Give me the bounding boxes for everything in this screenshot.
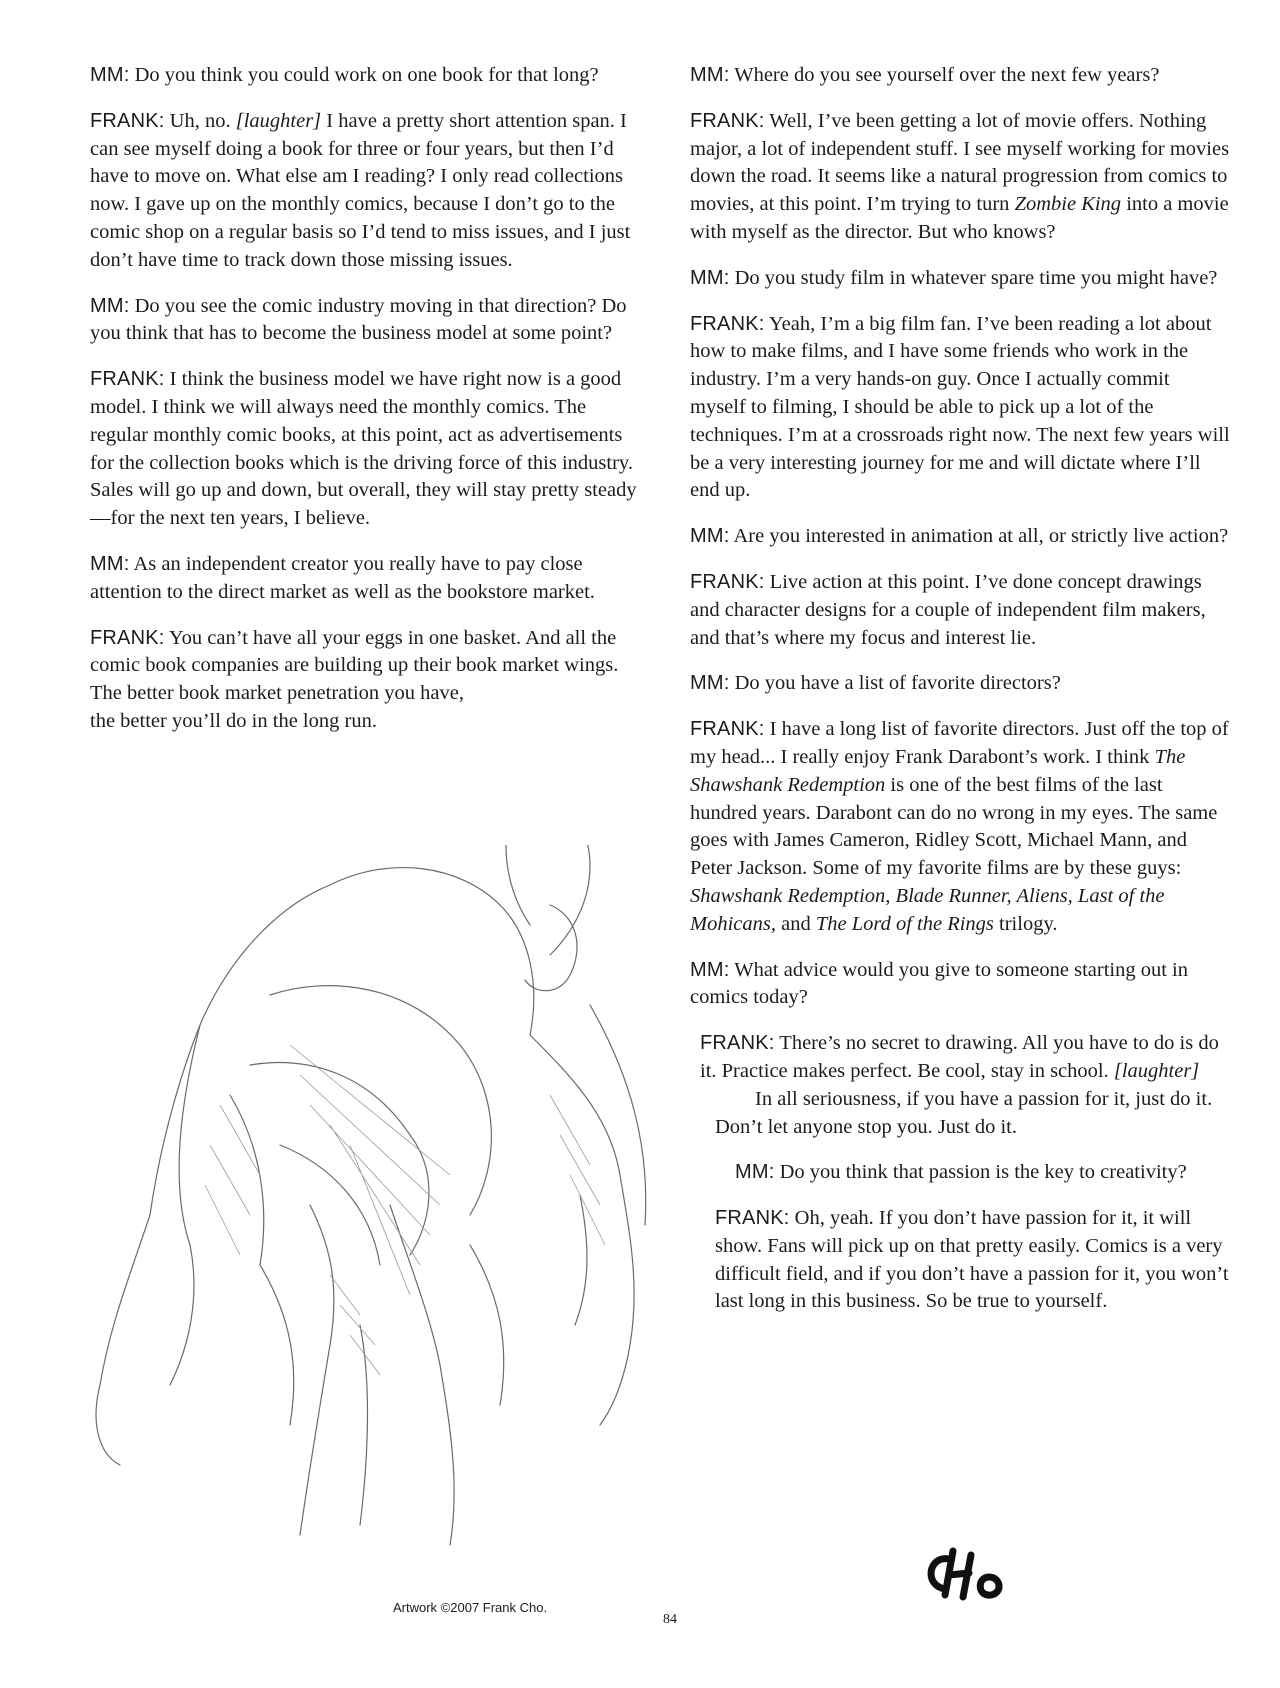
qa-paragraph-continued	[715, 1086, 1230, 1142]
qa-paragraph	[690, 957, 1230, 1013]
qa-paragraph	[90, 366, 645, 533]
paragraph-text: Live action at this point. I’ve done concept drawings and character designs for a couple of independent film makers, and that’s where my focus and interest lie.	[690, 570, 1206, 649]
paragraph-text: trilogy.	[993, 912, 1058, 935]
qa-paragraph	[90, 62, 645, 90]
speaker-label: MM:	[690, 266, 730, 289]
qa-paragraph	[690, 265, 1230, 293]
paragraph-text: Yeah, I’m a big film fan. I’ve been reading a lot about how to make films, and I have some friends who work in the industry. I’m a very hands-on guy. Once I actually commit myself to filming, I should be able to pick up a lot of the techniques. I’m at a crossroads right now. The next few years will be a very interesting journey for me and will dictate where I’ll end up.	[690, 312, 1230, 502]
paragraph-text: The better book market penetration you have, the better you’ll do in the long run.	[90, 682, 464, 732]
speaker-label: MM:	[690, 525, 730, 548]
speaker-label: MM:	[90, 294, 130, 317]
speaker-label: MM:	[690, 958, 730, 981]
paragraph-text: There’s no secret to drawing. All you have to do is do it. Practice makes perfect. Be cool, stay in school.	[700, 1032, 1219, 1082]
speaker-label: MM:	[690, 64, 730, 86]
speaker-label: MM:	[690, 672, 730, 695]
qa-paragraph	[690, 569, 1230, 652]
paragraph-text: As an independent creator you really have to pay close attention to the direct market as well as the bookstore market.	[90, 552, 595, 603]
italic-text: The Lord of the Rings	[815, 912, 994, 935]
speaker-label: FRANK:	[700, 1032, 775, 1055]
qa-paragraph	[735, 1159, 1230, 1187]
qa-paragraph	[90, 551, 645, 607]
paragraph-text: Do you study film in whatever spare time you might have?	[729, 266, 1218, 289]
qa-paragraph	[715, 1205, 1230, 1316]
left-column	[90, 62, 645, 754]
speaker-label: FRANK:	[90, 368, 165, 391]
paragraph-text: and	[775, 912, 816, 935]
qa-paragraph	[690, 670, 1230, 698]
qa-paragraph-tail	[90, 680, 470, 736]
speaker-label: FRANK:	[715, 1207, 790, 1230]
paragraph-text: In all seriousness, if you have a passion for it, just do it. Don’t let anyone stop you. Just do it.	[715, 1087, 1213, 1138]
paragraph-text: I have a pretty short attention span. I can see myself doing a book for three or four years, but then I’d have to move on. What else am I reading? I only read collections now. I gave up on the monthly comics, because I don’t go to the comic shop on a regular basis so I’d tend to miss issues, and I just don’t have time to track down those missing issues.	[90, 109, 631, 271]
italic-text: The Shawshank Redemption	[690, 745, 1186, 796]
speaker-label: MM:	[735, 1161, 775, 1184]
paragraph-text: I have a long list of favorite directors. Just off the top of my head... I really enjoy Frank Darabont’s work. I think	[690, 718, 1229, 768]
artwork-caption: Artwork ©2007 Frank Cho.	[393, 1600, 548, 1615]
cho-signature	[915, 1545, 1015, 1605]
paragraph-text: I think the business model we have right now is a good model. I think we will always need the monthly comics. The regular monthly comic books, at this point, act as advertisements for the collection books which is the driving force of this industry. Sales will go up and down, but overall, they will stay pretty steady—for the next ten years, I believe.	[90, 368, 637, 530]
qa-paragraph	[690, 311, 1230, 506]
paragraph-text: Do you think that passion is the key to creativity?	[774, 1161, 1187, 1184]
italic-text: Shawshank Redemption, Blade Runner, Aliens, Last of the Mohicans,	[690, 884, 1165, 935]
qa-paragraph	[690, 108, 1230, 247]
italic-text: [laughter]	[1113, 1059, 1200, 1082]
paragraph-text: Where do you see yourself over the next few years?	[729, 64, 1160, 86]
speaker-label: MM:	[90, 64, 130, 86]
speaker-label: FRANK:	[690, 570, 765, 593]
page-number: 84	[663, 1612, 677, 1627]
paragraph-text: Do you have a list of favorite directors?	[729, 672, 1061, 695]
speaker-label: MM:	[90, 552, 130, 575]
qa-paragraph	[690, 62, 1230, 90]
paragraph-text: You can’t have all your eggs in one basket. And all the comic book companies are building up their book market wings.	[90, 626, 619, 677]
qa-paragraph	[690, 523, 1230, 551]
qa-paragraph	[90, 108, 645, 275]
qa-paragraph	[90, 625, 645, 681]
speaker-label: FRANK:	[690, 312, 765, 335]
paragraph-text: is one of the best films of the last hundred years. Darabont can do no wrong in my eyes. The same goes with James Cameron, Ridley Scott, Michael Mann, and Peter Jackson. Some of my favorite films are by these guys:	[690, 773, 1218, 880]
paragraph-text: into a movie with myself as the director. But who knows?	[690, 193, 1229, 243]
speaker-label: FRANK:	[90, 109, 165, 132]
italic-text: Zombie King	[1014, 193, 1122, 216]
paragraph-text: Are you interested in animation at all, or strictly live action?	[729, 525, 1229, 548]
qa-paragraph	[90, 293, 645, 349]
qa-paragraph	[700, 1030, 1230, 1086]
qa-paragraph	[690, 716, 1230, 938]
monster-sketch-illustration	[30, 845, 670, 1585]
speaker-label: FRANK:	[90, 626, 165, 649]
paragraph-text: Do you see the comic industry moving in that direction? Do you think that has to become the business model at some point?	[90, 294, 627, 345]
right-column	[690, 62, 1230, 1334]
paragraph-text: Do you think you could work on one book for that long?	[129, 64, 599, 86]
paragraph-text: Oh, yeah. If you don’t have passion for it, it will show. Fans will pick up on that pretty easily. Comics is a very difficult field, and if you don’t have a passion for it, you won’t last long in this business. So be true to yourself.	[715, 1207, 1229, 1313]
speaker-label: FRANK:	[690, 109, 765, 132]
speaker-label: FRANK:	[690, 718, 765, 741]
paragraph-text: What advice would you give to someone starting out in comics today?	[690, 958, 1188, 1009]
italic-text: [laughter]	[235, 109, 322, 132]
paragraph-text: Well, I’ve been getting a lot of movie offers. Nothing major, a lot of independent stuff. I see myself working for movies down the road. It seems like a natural progression from comics to movies, at this point. I’m trying to turn	[690, 109, 1230, 216]
paragraph-text: Uh, no.	[164, 109, 236, 132]
